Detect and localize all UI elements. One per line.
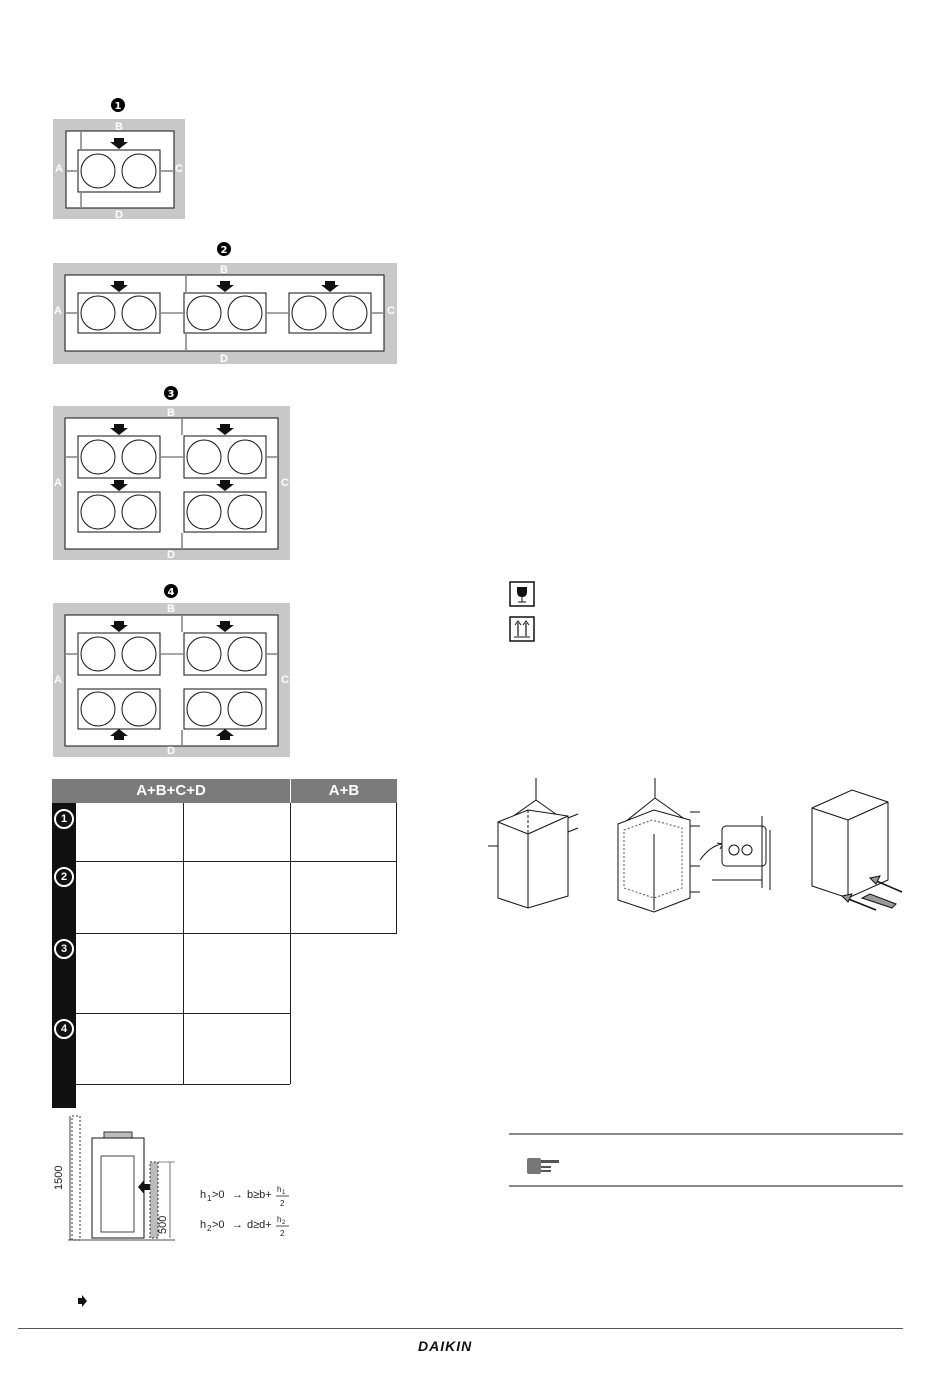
row-2-number: 2 (52, 861, 76, 933)
svg-text:>0: >0 (212, 1219, 225, 1231)
footer-rule (18, 1328, 903, 1329)
unit-lifting-figure (618, 778, 770, 912)
label-b: B (167, 603, 175, 615)
this-way-up-icon (510, 617, 534, 641)
label-c: C (387, 305, 395, 317)
forklift-handling-figure (812, 790, 902, 910)
svg-text:2: 2 (280, 1229, 285, 1238)
label-a: A (54, 674, 62, 686)
svg-text:→: → (232, 1189, 243, 1201)
label-c: C (175, 163, 183, 175)
label-c: C (281, 674, 289, 686)
label-b: B (220, 264, 228, 276)
svg-text:2: 2 (207, 1224, 212, 1233)
dimension-1500: 1500 (53, 1165, 65, 1190)
dimension-500: 500 (157, 1215, 169, 1234)
svg-text:h: h (277, 1215, 282, 1224)
svg-text:b≥b+: b≥b+ (247, 1189, 272, 1201)
header-abcd: A+B+C+D (52, 779, 290, 803)
label-a: A (55, 163, 63, 175)
label-b: B (115, 121, 123, 133)
row-4-number: 4 (52, 1013, 76, 1083)
svg-text:h: h (200, 1189, 207, 1201)
label-a: A (54, 477, 62, 489)
svg-text:h: h (200, 1219, 207, 1231)
label-a: A (54, 305, 62, 317)
svg-text:2: 2 (280, 1199, 285, 1208)
row-1-number: 1 (52, 803, 76, 861)
label-d: D (220, 353, 228, 365)
svg-text:3: 3 (167, 389, 175, 400)
svg-text:2: 2 (220, 245, 228, 256)
svg-text:2: 2 (282, 1220, 286, 1226)
svg-text:h: h (277, 1185, 282, 1194)
label-d: D (115, 209, 123, 221)
fragile-symbol-icon (510, 582, 534, 606)
svg-text:1: 1 (114, 101, 122, 112)
note-pointing-hand-icon (527, 1158, 559, 1174)
row-3-number: 3 (52, 933, 76, 1013)
svg-text:d≥d+: d≥d+ (247, 1219, 272, 1231)
label-d: D (167, 549, 175, 561)
svg-text:>0: >0 (212, 1189, 225, 1201)
svg-text:4: 4 (167, 587, 175, 598)
brand-logo: DAIKIN (418, 1338, 473, 1354)
svg-text:1: 1 (282, 1190, 286, 1196)
label-c: C (281, 477, 289, 489)
label-d: D (167, 745, 175, 757)
svg-text:1: 1 (207, 1194, 212, 1203)
header-ab: A+B (291, 779, 397, 803)
svg-text:→: → (232, 1219, 243, 1231)
crate-lifting-figure (488, 778, 578, 908)
label-b: B (167, 407, 175, 419)
